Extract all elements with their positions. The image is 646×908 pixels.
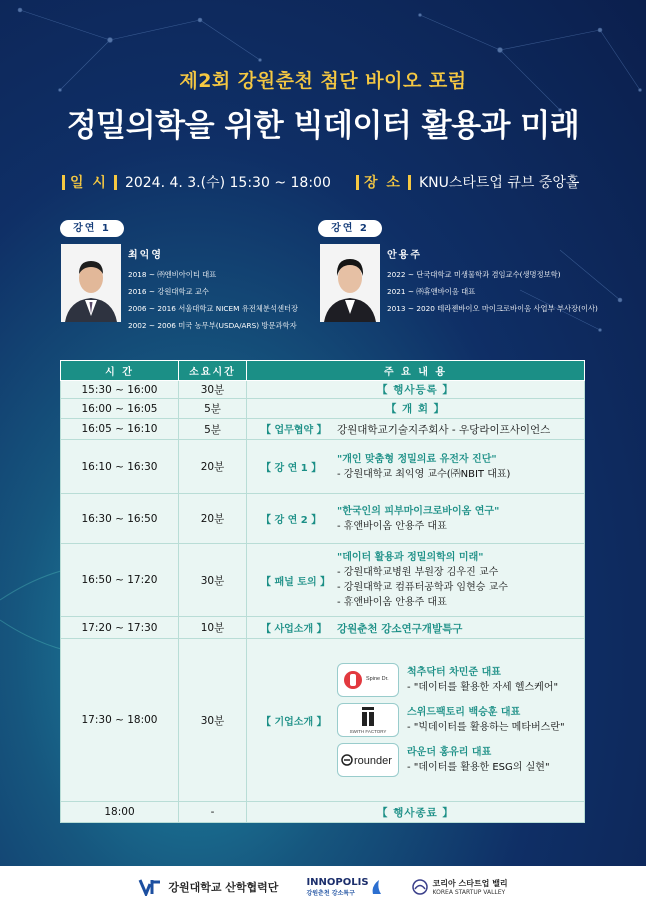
place-info bbox=[356, 172, 579, 192]
korea-startup-valley-logo: 코리아 스타트업 밸리 KOREA STARTUP VALLEY bbox=[411, 878, 508, 896]
schedule-table bbox=[60, 360, 585, 823]
rounder-logo-text: rounder bbox=[354, 755, 392, 767]
innopolis-icon bbox=[369, 878, 383, 896]
date-info bbox=[62, 172, 331, 192]
swith-factory-logo-text: SWITH FACTORY bbox=[349, 729, 387, 734]
company-item: SWITH FACTORY 스위드팩토리 백승훈 대표 - "빅데이터를 활용하는 메타버스란" bbox=[337, 703, 565, 737]
kangwon-univ-icon bbox=[138, 878, 164, 896]
rounder-logo bbox=[337, 743, 399, 777]
speaker1-photo bbox=[61, 244, 121, 322]
company-item: Spine Dr. 척추닥터 차민준 대표 - "데이터를 활용한 자세 헬스케어" bbox=[337, 663, 565, 697]
event-title: 정밀의학을 위한 빅데이터 활용과 미래 bbox=[66, 108, 580, 144]
table-row: 17:20 ~ 17:30 10분 【 사업소개 】 강원춘천 강소연구개발특구 bbox=[61, 617, 585, 639]
table-row: 17:30 ~ 18:00 30분 【 기업소개 】 Spine Dr. 척추닥터 차민준 대표 - "데이터를 활용한 자세 헬스케어" SWITH FACTORY 스위드팩토리 백승훈 대표 - "빅데이터를 활용하는 메타버스란" rounder 라운더 홍유리 대표 - "데이터를 활용한 ESG의 실현" bbox=[61, 639, 585, 802]
table-row: 16:50 ~ 17:20 30분 【 패널 토의 】 "데이터 활용과 정밀의학의 미래" - 강원대학교병원 부원장 김우진 교수 - 강원대학교 컴퓨터공학과 임현승 교수 - 휴앤바이옴 안용주 대표 bbox=[61, 544, 585, 617]
speaker2-name: 안용주 bbox=[387, 250, 422, 261]
table-row: 15:30 ~ 16:00 30분 【 행사등록 】 bbox=[61, 381, 585, 399]
footer-logos bbox=[0, 866, 646, 908]
table-row: 18:00 - 【 행사종료 】 bbox=[61, 802, 585, 823]
innopolis-logo: INNOPOLIS 강원춘천 강소특구 bbox=[306, 877, 382, 897]
table-header-row bbox=[61, 361, 585, 381]
col-header-content: 주 요 내 용 bbox=[247, 361, 585, 381]
speaker2-photo bbox=[320, 244, 380, 322]
col-header-duration: 소요시간 bbox=[179, 361, 247, 381]
kangwon-univ-logo: 강원대학교 산학협력단 bbox=[138, 878, 278, 896]
date-value: 2024. 4. 3.(수) 15:30 ~ 18:00 bbox=[124, 175, 331, 191]
speaker2-career: 2022 ~ 단국대학교 미생물학과 겸임교수(생명정보학) 2021 ~ ㈜휴앤바이옴 대표 2013 ~ 2020 테라젠바이오 마이크로바이옴 사업부 부사장(이사) bbox=[387, 270, 598, 313]
speaker1-name: 최익영 bbox=[128, 250, 163, 261]
spine-dr-logo-text: Spine Dr. bbox=[366, 676, 389, 682]
event-subtitle: 제2회 강원춘천 첨단 바이오 포럼 bbox=[179, 70, 467, 92]
spine-dr-logo bbox=[337, 663, 399, 697]
place-label: 장 소 bbox=[364, 175, 402, 191]
table-row: 16:00 ~ 16:05 5분 【 개 회 】 bbox=[61, 399, 585, 419]
table-row: 16:10 ~ 16:30 20분 【 강 연 1 】 "개인 맞춤형 정밀의료 유전자 진단" - 강원대학교 최익영 교수(㈜NBIT 대표) bbox=[61, 440, 585, 494]
swith-factory-logo bbox=[337, 703, 399, 737]
col-header-time: 시 간 bbox=[61, 361, 179, 381]
speaker1-tag: 강연 1 bbox=[60, 220, 124, 237]
speaker2-tag: 강연 2 bbox=[318, 220, 382, 237]
table-row: 16:05 ~ 16:10 5분 【 업무협약 】 강원대학교기술지주회사 - 우당라이프사이언스 bbox=[61, 419, 585, 440]
date-label: 일 시 bbox=[70, 175, 108, 191]
speaker1-career: 2018 ~ ㈜엔비아이티 대표 2016 ~ 강원대학교 교수 2006 ~ 2016 서울대학교 NICEM 유전체분석센터장 2002 ~ 2006 미국 농무부(USDA/ARS) 방문과학자 bbox=[128, 270, 299, 330]
startup-valley-icon bbox=[411, 878, 429, 896]
place-value: KNU스타트업 큐브 중앙홀 bbox=[418, 175, 580, 191]
company-item: rounder 라운더 홍유리 대표 - "데이터를 활용한 ESG의 실현" bbox=[337, 743, 565, 777]
table-row: 16:30 ~ 16:50 20분 【 강 연 2 】 "한국인의 피부마이크로바이옴 연구" - 휴앤바이옴 안용주 대표 bbox=[61, 494, 585, 544]
